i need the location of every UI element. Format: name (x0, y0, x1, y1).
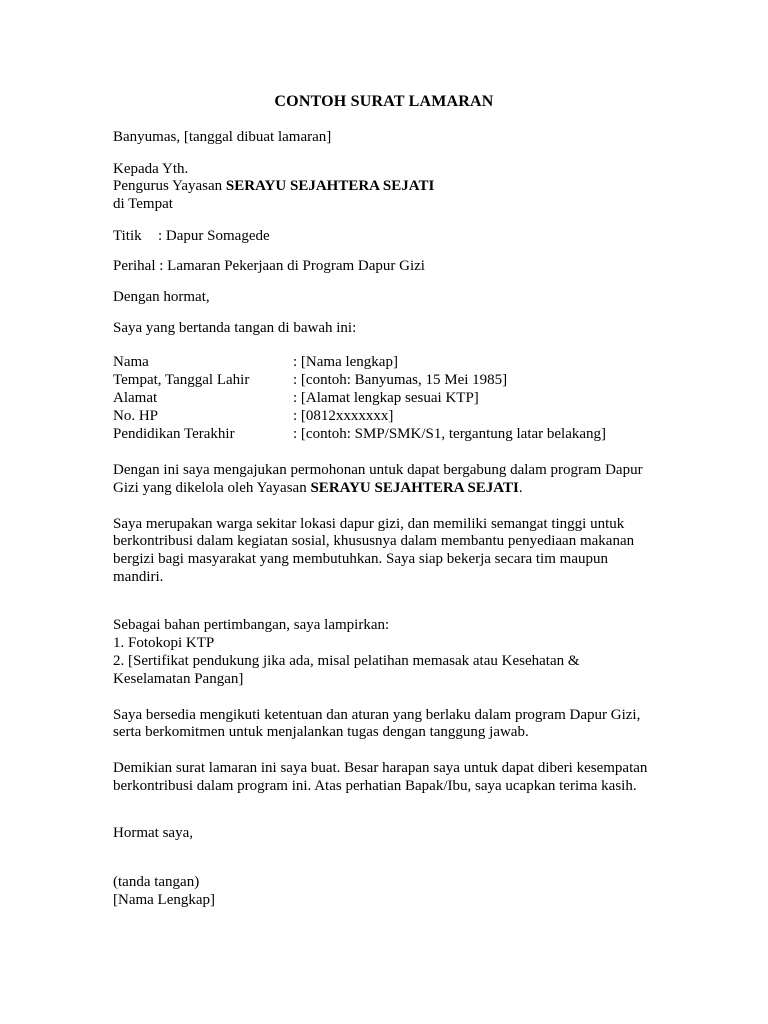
attachment-item-2-cont: Keselamatan Pangan] (113, 671, 244, 687)
paragraph-4-line-1: Demikian surat lamaran ini saya buat. Besar harapan saya untuk dapat diberi kesempatan (113, 760, 648, 776)
paragraph-1-prefix: Gizi yang dikelola oleh Yayasan (113, 480, 311, 496)
signature-line: (tanda tangan) (113, 874, 200, 890)
detail-value-education: : [contoh: SMP/SMK/S1, tergantung latar belakang] (293, 426, 607, 442)
paragraph-1-suffix: . (518, 480, 523, 496)
intro-line: Saya yang bertanda tangan di bawah ini: (113, 320, 357, 336)
paragraph-3-line-2: serta berkomitmen untuk menjalankan tugas dengan tanggung jawab. (113, 724, 529, 740)
greeting: Dengan hormat, (113, 289, 210, 305)
paragraph-2-line-2: berkontribusi dalam kegiatan sosial, khususnya dalam membantu penyediaan makanan (113, 533, 635, 549)
signatory-name: [Nama Lengkap] (113, 892, 216, 908)
paragraph-4-line-2: berkontribusi dalam program ini. Atas perhatian Bapak/Ibu, saya ucapkan terima kasih. (113, 778, 637, 794)
paragraph-1-line-1: Dengan ini saya mengajukan permohonan untuk dapat bergabung dalam program Dapur (113, 462, 643, 478)
detail-label-name: Nama (113, 354, 149, 370)
attachments-intro: Sebagai bahan pertimbangan, saya lampirkan: (113, 617, 390, 633)
recipient-line-1: Kepada Yth. (113, 161, 189, 177)
paragraph-1-line-2 (113, 479, 523, 497)
recipient-line-2 (113, 177, 434, 195)
detail-value-birth: : [contoh: Banyumas, 15 Mei 1985] (293, 372, 508, 388)
paragraph-2-line-4: mandiri. (113, 569, 164, 585)
letter-title: CONTOH SURAT LAMARAN (274, 93, 494, 110)
paragraph-1-foundation: SERAYU SEJAHTERA SEJATI (310, 480, 519, 496)
detail-label-address: Alamat (113, 390, 158, 406)
recipient-line-3: di Tempat (113, 196, 173, 212)
detail-label-phone: No. HP (113, 408, 159, 424)
detail-label-education: Pendidikan Terakhir (113, 426, 235, 442)
detail-value-name: : [Nama lengkap] (293, 354, 398, 370)
subject-line: Perihal : Lamaran Pekerjaan di Program Dapur Gizi (113, 258, 425, 274)
place-date: Banyumas, [tanggal dibuat lamaran] (113, 129, 332, 145)
paragraph-2-line-3: bergizi bagi masyarakat yang membutuhkan. Saya siap bekerja secara tim maupun (113, 551, 608, 567)
recipient-prefix: Pengurus Yayasan (113, 178, 226, 194)
detail-value-phone: : [0812xxxxxxx] (293, 408, 394, 424)
paragraph-3-line-1: Saya bersedia mengikuti ketentuan dan aturan yang berlaku dalam program Dapur Gizi, (113, 707, 641, 723)
foundation-name: SERAYU SEJAHTERA SEJATI (225, 178, 435, 194)
detail-label-birth: Tempat, Tanggal Lahir (113, 372, 250, 388)
titik-label: Titik (113, 228, 142, 244)
closing-line: Hormat saya, (113, 825, 193, 841)
attachment-item-2: 2. [Sertifikat pendukung jika ada, misal pelatihan memasak atau Kesehatan & (113, 653, 580, 669)
attachment-item-1: 1. Fotokopi KTP (113, 635, 215, 651)
detail-value-address: : [Alamat lengkap sesuai KTP] (293, 390, 479, 406)
paragraph-2-line-1: Saya merupakan warga sekitar lokasi dapur gizi, dan memiliki semangat tinggi untuk (113, 516, 625, 532)
titik-value: : Dapur Somagede (158, 228, 270, 244)
